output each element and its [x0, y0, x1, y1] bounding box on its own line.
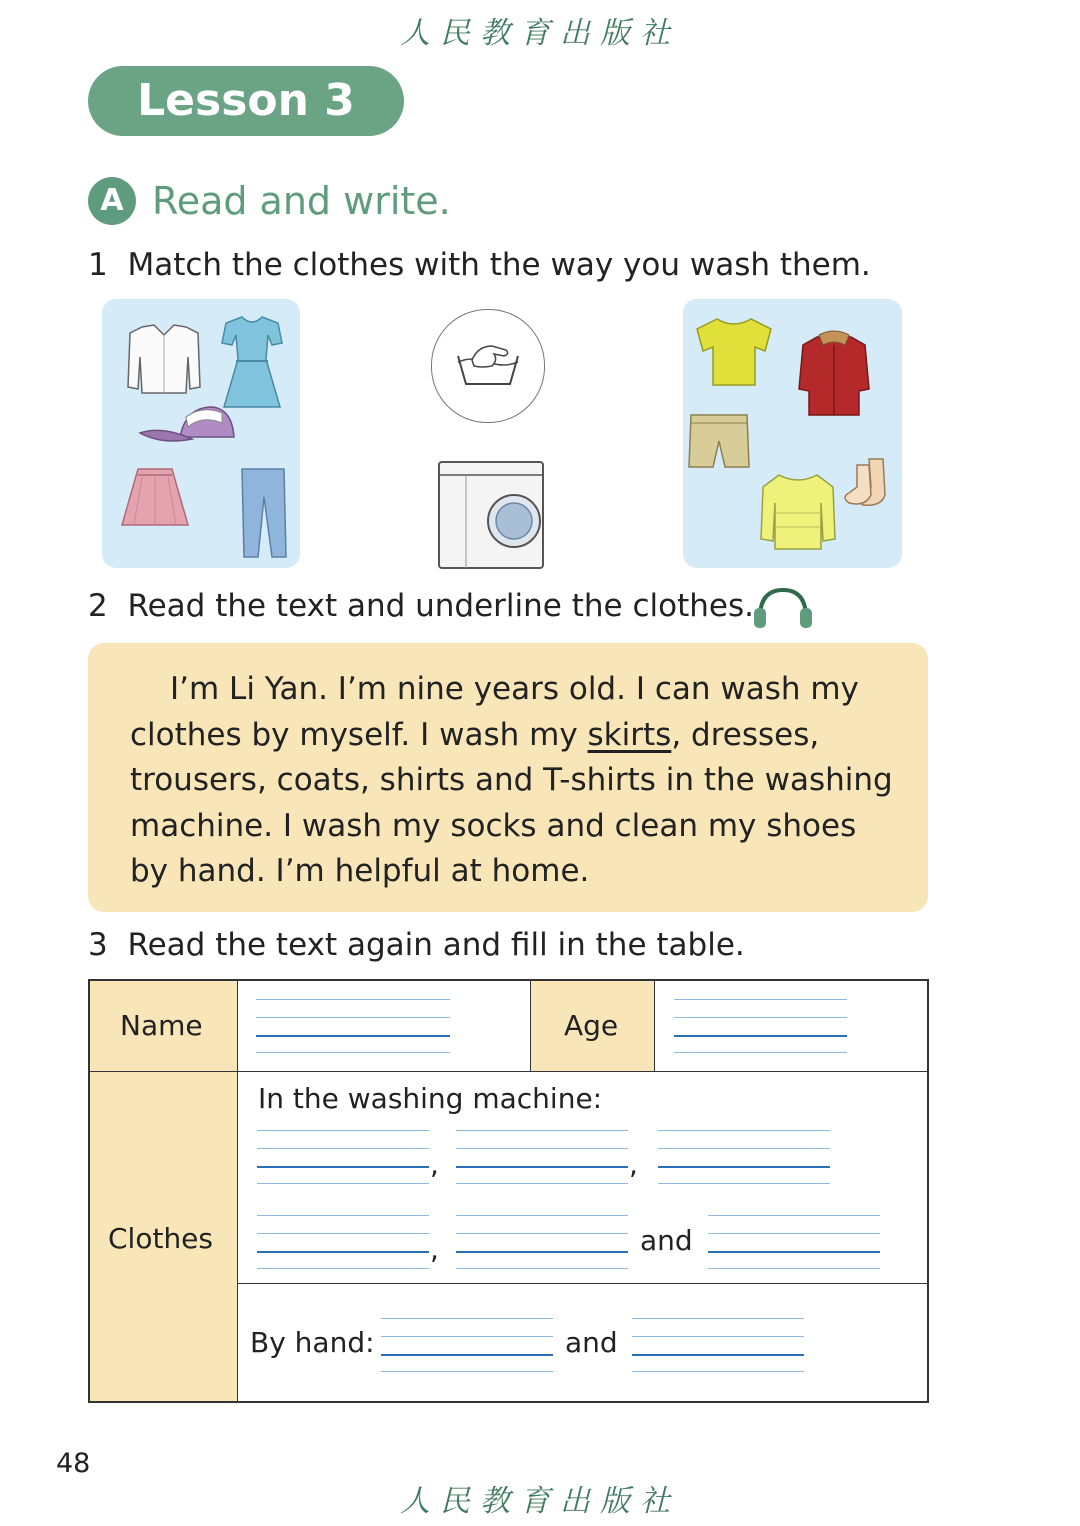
socks-icon: [845, 459, 885, 505]
and-label: and: [565, 1326, 618, 1359]
comma: ,: [430, 1148, 439, 1181]
section-badge: A: [88, 177, 136, 225]
headphones-icon[interactable]: [752, 584, 814, 630]
machine-blank-4[interactable]: [257, 1215, 429, 1269]
hand-blank-2[interactable]: [632, 1318, 804, 1372]
trousers-icon: [242, 469, 286, 557]
passage-line-5: by hand. I’m helpful at home.: [130, 853, 590, 889]
right-clothes-panel: [683, 299, 902, 568]
publisher-logo-bottom: 人民教育出版社: [400, 1484, 680, 1519]
passage-line-4: machine. I wash my socks and clean my shoes: [130, 807, 857, 844]
hand-blank-1[interactable]: [381, 1318, 553, 1372]
machine-blank-6[interactable]: [708, 1215, 880, 1269]
clothes-header-cell: [90, 1072, 238, 1401]
name-label: Name: [120, 1009, 203, 1042]
age-header-cell: [531, 981, 655, 1072]
left-clothes-panel: [102, 299, 300, 568]
passage-line-1: I’m Li Yan. I’m nine years old. I can wash my: [170, 671, 859, 707]
and-label: and: [640, 1224, 693, 1257]
task2-text: Read the text and underline the clothes.: [127, 588, 754, 624]
washing-machine-cell: [238, 1072, 927, 1284]
lesson-title: Lesson 3: [88, 66, 404, 136]
passage-text: , dresses,: [671, 716, 820, 753]
task3-number: 3: [88, 927, 108, 963]
machine-blank-1[interactable]: [257, 1130, 429, 1184]
task3-text: Read the text again and fill in the table.: [127, 927, 745, 963]
task1-text: Match the clothes with the way you wash them.: [127, 247, 871, 283]
shorts-icon: [689, 415, 749, 467]
washing-machine-icon: [436, 459, 546, 573]
washing-machine-label: In the washing machine:: [258, 1082, 603, 1115]
tshirt-icon: [697, 319, 771, 385]
task1-number: 1: [88, 247, 108, 283]
hand-wash-symbol-icon: [431, 309, 545, 423]
task1-instruction: [88, 247, 871, 283]
name-header-cell: [90, 981, 238, 1072]
age-answer-cell: [655, 981, 927, 1072]
machine-blank-5[interactable]: [456, 1215, 628, 1269]
clothes-label: Clothes: [108, 1222, 213, 1255]
passage-line-2: [130, 713, 910, 759]
name-blank[interactable]: [256, 999, 450, 1053]
reading-passage: [130, 667, 910, 895]
machine-blank-2[interactable]: [456, 1130, 628, 1184]
fill-in-table: [88, 979, 929, 1403]
page-number: 48: [56, 1448, 91, 1479]
age-blank[interactable]: [674, 999, 847, 1053]
name-answer-cell: [238, 981, 531, 1072]
dress-icon: [222, 317, 282, 407]
skirt-icon: [122, 469, 188, 525]
publisher-logo-top: 人民教育出版社: [400, 16, 680, 51]
task2-instruction: [88, 588, 754, 624]
machine-blank-3[interactable]: [658, 1130, 830, 1184]
coat-icon: [799, 331, 869, 415]
passage-text: clothes by myself. I wash my: [130, 716, 588, 753]
by-hand-cell: [238, 1284, 927, 1401]
by-hand-label: By hand:: [250, 1326, 375, 1359]
sweater-icon: [761, 475, 835, 549]
age-label: Age: [564, 1009, 619, 1042]
task2-number: 2: [88, 588, 108, 624]
shirt-icon: [128, 325, 200, 393]
comma: ,: [629, 1148, 638, 1181]
comma: ,: [430, 1233, 439, 1266]
cap-icon: [140, 407, 234, 441]
task3-instruction: [88, 927, 745, 963]
section-title: Read and write.: [152, 179, 451, 223]
underlined-word: skirts: [587, 716, 672, 753]
passage-line-3: trousers, coats, shirts and T-shirts in the washing: [130, 762, 893, 798]
